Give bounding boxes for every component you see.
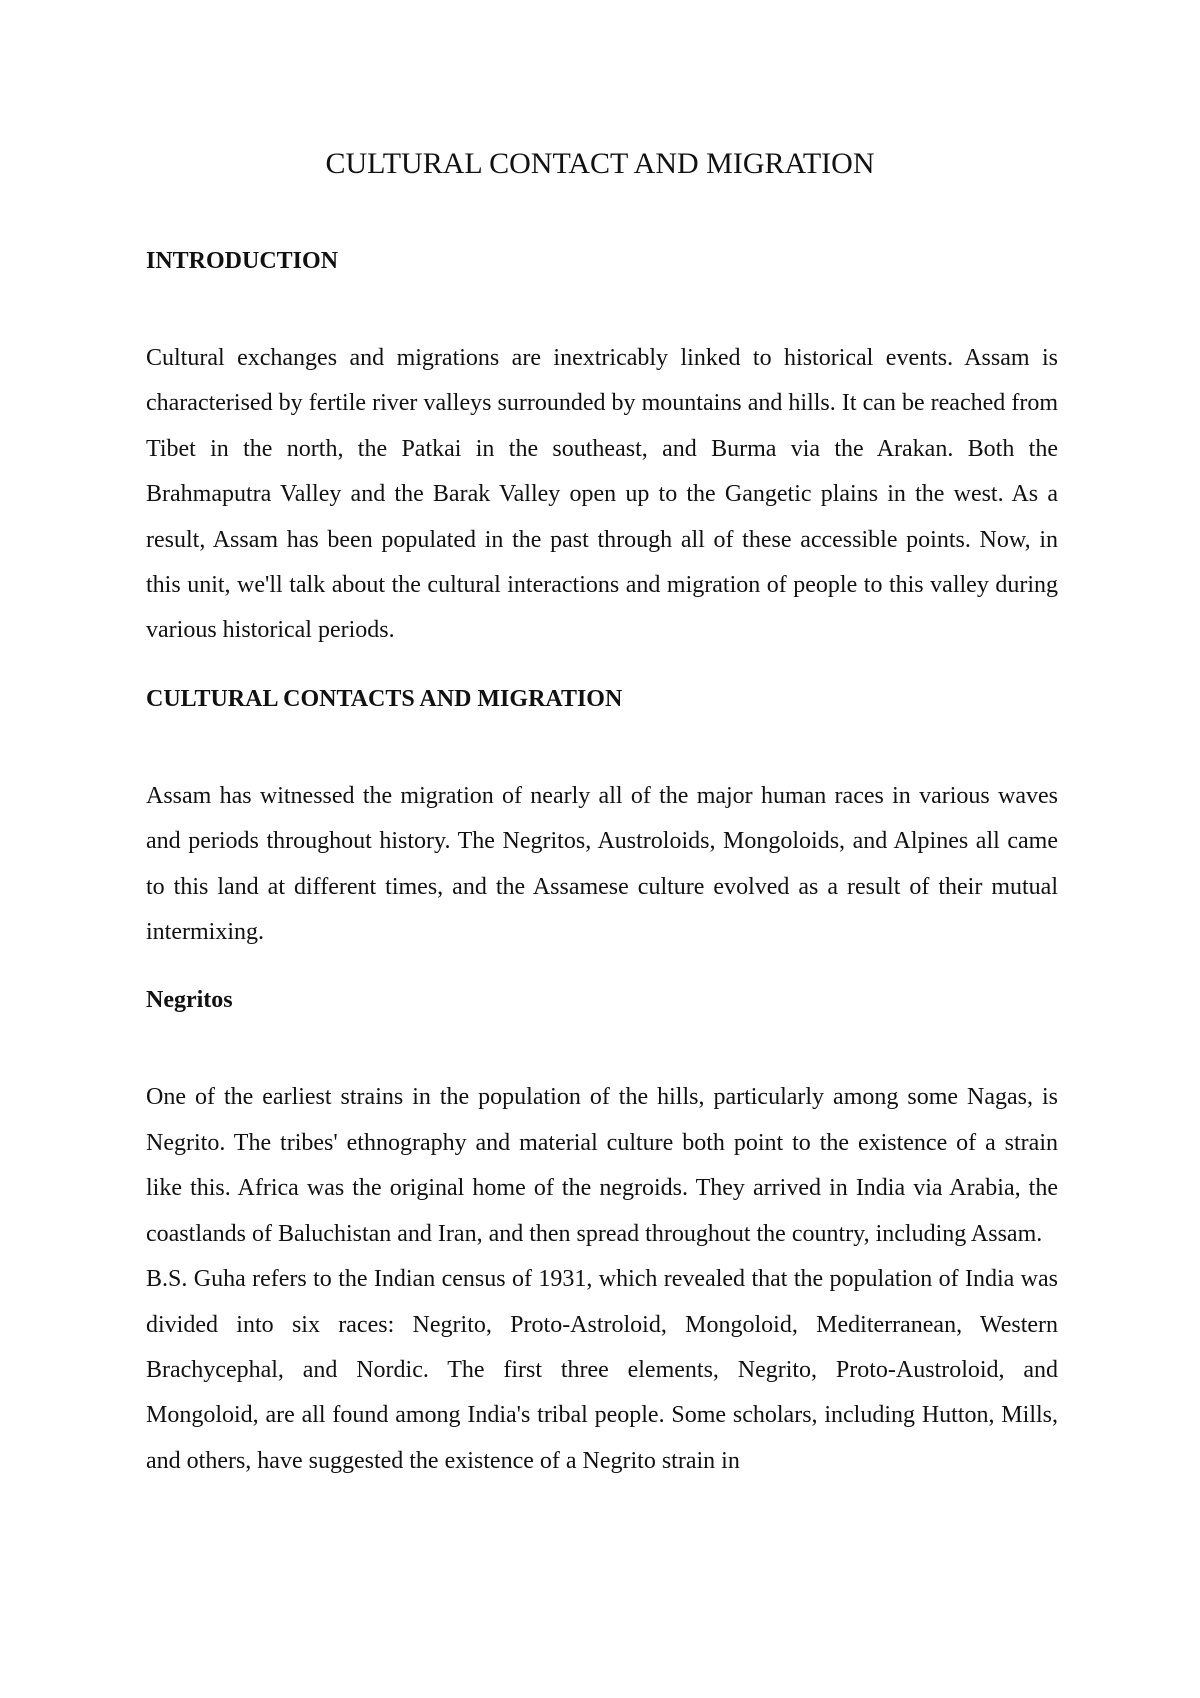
paragraph-introduction: Cultural exchanges and migrations are inextricably linked to historical events. Assam is characterised by fertile river valleys surrounded by mountains and hills. It can be reached from Tibet in the north, the Patkai in the southeast, and Burma via the Arakan. Both the Brahmaputra Valley and the Barak Valley open up to the Gangetic plains in the west. As a result, Assam has been populated in the past through all of these accessible points. Now, in this unit, we'll talk about the cultural interactions and migration of people to this valley during various historical periods. xyxy=(146,345,1058,644)
document-title: CULTURAL CONTACT AND MIGRATION xyxy=(325,147,875,180)
section-heading-cultural-contacts: CULTURAL CONTACTS AND MIGRATION xyxy=(146,685,623,712)
paragraph-negritos-1: One of the earliest strains in the population of the hills, particularly among some Nagas, is Negrito. The tribes' ethnography and material culture both point to the existence of a strain like this. Africa was the original home of the negroids. They arrived in India via Arabia, the coastlands of Baluchistan and Iran, and then spread throughout the country, including Assam. xyxy=(146,1084,1058,1247)
paragraph-cultural-contacts: Assam has witnessed the migration of nearly all of the major human races in various waves and periods throughout history. The Negritos, Austroloids, Mongoloids, and Alpines all came to this land at different times, and the Assamese culture evolved as a result of their mutual intermixing. xyxy=(146,782,1058,946)
section-heading-negritos: Negritos xyxy=(146,987,233,1014)
section-heading-introduction: INTRODUCTION xyxy=(146,248,339,274)
paragraph-negritos-2: B.S. Guha refers to the Indian census of 1931, which revealed that the population of India was divided into six races: Negrito, Proto-Astroloid, Mongoloid, Mediterranean, Western Brachycephal, and Nordic. The first three elements, Negrito, Proto-Austroloid, and Mongoloid, are all found among India's tribal people. Some scholars, including Hutton, Mills, and others, have suggested the existence of a Negrito strain in xyxy=(146,1266,1058,1474)
document-body xyxy=(146,246,1058,1484)
